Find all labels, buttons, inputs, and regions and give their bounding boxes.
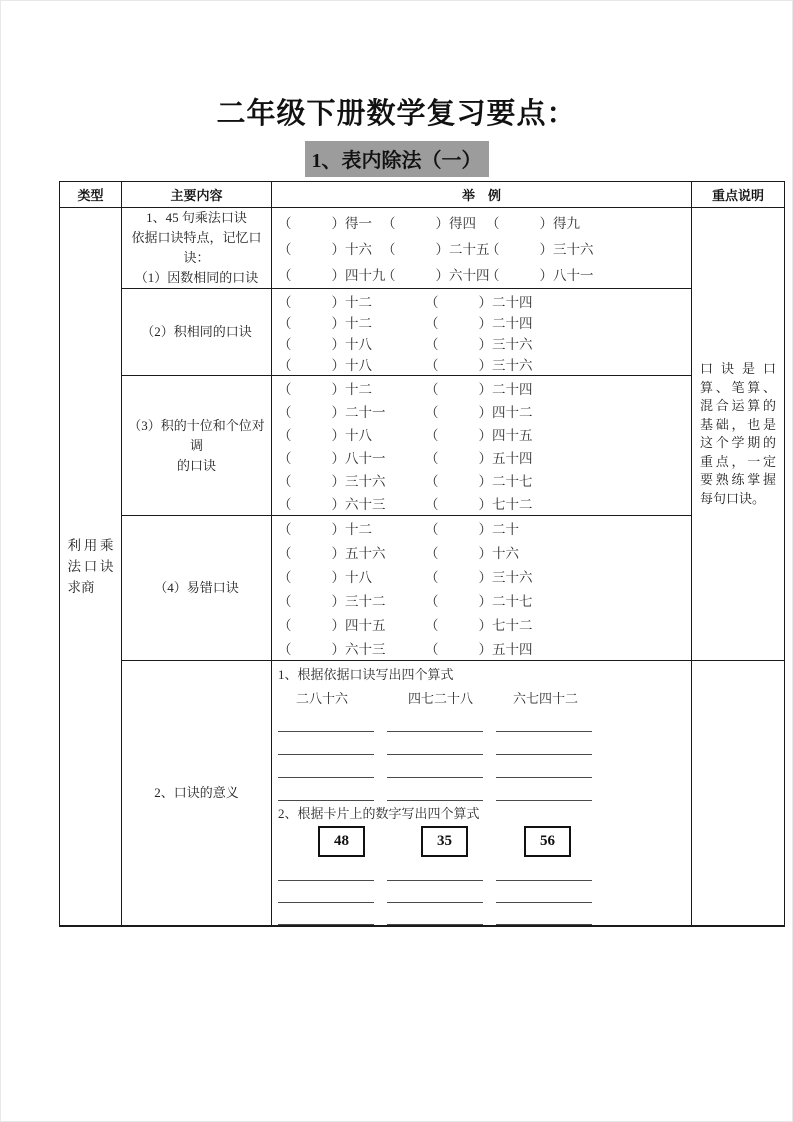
answer-blank-line (387, 880, 483, 881)
example-line (278, 636, 691, 660)
example-blank-item: （ ）三十六 (425, 357, 533, 373)
answer-blank-line (496, 754, 592, 755)
content-line: 依据口诀特点，记忆口诀： (131, 230, 262, 265)
content-cell-row3 (122, 376, 272, 516)
example-blank-item: （ ）八十一 (486, 268, 594, 283)
example-line (278, 332, 691, 353)
example-line (278, 209, 691, 235)
answer-blank-row (278, 881, 691, 903)
example-blank-item: （ ）十六 (425, 546, 519, 561)
examples-cell-row3 (272, 376, 692, 516)
table-row (60, 661, 785, 927)
answer-blank-line (387, 754, 483, 755)
example-line (278, 588, 691, 612)
example-blank-item: （ ）十二 (278, 315, 372, 331)
content-cell-row2 (122, 289, 272, 376)
example-blank-item: （ ）五十四 (425, 451, 533, 466)
exercise2-title: 2、根据卡片上的数字写出四个算式 (278, 806, 480, 821)
example-blank-item: （ ）四十二 (425, 405, 533, 420)
example-blank-item: （ ）二十一 (278, 405, 386, 420)
example-blank-item: （ ）六十三 (278, 642, 386, 657)
content-line: （3）积的十位和个位对调 (128, 417, 265, 453)
table-row (60, 516, 785, 661)
answer-blank-line (387, 731, 483, 732)
content-line: 1、45 句乘法口诀 (146, 210, 247, 225)
review-table (59, 181, 785, 927)
example-blank-item: （ ）四十五 (425, 428, 533, 443)
example-line (278, 261, 691, 287)
example-blank-item: （ ）四十五 (278, 618, 386, 633)
header-key-note: 重点说明 (692, 182, 785, 208)
answer-blank-row (278, 732, 691, 755)
example-line (278, 469, 691, 492)
answer-blank-row (278, 755, 691, 778)
example-blank-item: （ ）七十二 (425, 497, 533, 512)
example-blank-item: （ ）八十一 (278, 451, 386, 466)
example-blank-item: （ ）二十五 (382, 242, 490, 257)
example-blank-item: （ ）二十四 (425, 382, 533, 397)
number-card: 35 (421, 826, 468, 857)
number-cards (278, 826, 691, 857)
example-blank-item: （ ）得九 (486, 216, 580, 231)
example-line (278, 311, 691, 332)
type-label: 利用乘 法口诀 求商 (67, 538, 114, 595)
example-blank-item: （ ）三十六 (425, 336, 533, 352)
answer-blank-line (387, 800, 483, 801)
example-blank-item: （ ）三十六 (486, 242, 594, 257)
content-line: 的口诀 (176, 457, 216, 473)
example-blank-item: （ ）六十四 (382, 268, 490, 283)
example-blank-item: （ ）五十四 (425, 642, 533, 657)
example-blank-item: （ ）十二 (278, 382, 372, 397)
example-line (278, 492, 691, 515)
answer-blank-line (496, 777, 592, 778)
content-cell-row4 (122, 516, 272, 661)
answer-blank-line (278, 902, 374, 903)
example-blank-item: （ ）三十六 (278, 474, 386, 489)
example-blank-item: （ ）三十二 (278, 594, 386, 609)
kouju-item: 二八十六 (296, 691, 349, 706)
content-line: （2）积相同的口诀 (141, 324, 252, 339)
examples-cell-row2 (272, 289, 692, 376)
example-line (278, 290, 691, 311)
example-line (278, 564, 691, 588)
exercise1-answer-blanks (278, 709, 691, 801)
example-blank-item: （ ）二十七 (425, 594, 533, 609)
header-main-content: 主要内容 (122, 182, 272, 208)
content-cell-row1 (122, 208, 272, 289)
example-blank-item: （ ）六十三 (278, 497, 386, 512)
header-type: 类型 (60, 182, 122, 208)
example-blank-item: （ ）二十七 (425, 474, 533, 489)
section-heading: 1、表内除法（一） (305, 141, 489, 177)
answer-blank-line (496, 800, 592, 801)
content-cell-row5: 2、口诀的意义 (122, 661, 272, 927)
example-line (278, 400, 691, 423)
answer-blank-row (278, 903, 691, 925)
answer-blank-line (496, 924, 592, 925)
example-blank-item: （ ）三十六 (425, 570, 533, 585)
type-cell (60, 208, 122, 927)
example-line (278, 446, 691, 469)
example-line (278, 612, 691, 636)
example-blank-item: （ ）二十四 (425, 315, 533, 331)
example-blank-item: （ ）得四 (382, 216, 476, 231)
section-heading-row (1, 141, 792, 175)
exercise1-title: 1、根据依据口诀写出四个算式 (278, 667, 454, 682)
example-blank-item: （ ）十八 (278, 570, 372, 585)
exercises-cell (272, 661, 692, 927)
answer-blank-line (278, 880, 374, 881)
table-row (60, 376, 785, 516)
key-note-cell: 口诀是口算、笔算、混合运算的基础，也是这个学期的重点，一定要熟练掌握每句口诀。 (692, 208, 785, 661)
exercise1-items (278, 691, 691, 707)
answer-blank-line (387, 924, 483, 925)
number-card: 48 (318, 826, 365, 857)
example-line (278, 540, 691, 564)
table-row (60, 208, 785, 289)
header-examples: 举 例 (272, 182, 692, 208)
example-blank-item: （ ）五十六 (278, 546, 386, 561)
example-blank-item: （ ）十六 (278, 242, 372, 257)
answer-blank-line (387, 902, 483, 903)
example-line (278, 235, 691, 261)
table-header-row (60, 182, 785, 208)
example-blank-item: （ ）十八 (278, 428, 372, 443)
example-blank-item: （ ）十二 (278, 294, 372, 310)
answer-blank-row (278, 709, 691, 732)
kouju-item: 四七二十八 (408, 691, 474, 706)
answer-blank-line (496, 902, 592, 903)
answer-blank-line (496, 880, 592, 881)
document-title: 二年级下册数学复习要点： (216, 98, 577, 130)
example-line (278, 423, 691, 446)
example-blank-item: （ ）二十 (425, 522, 519, 537)
answer-blank-row (278, 778, 691, 801)
kouju-item: 六七四十二 (513, 691, 579, 706)
example-line (278, 516, 691, 540)
example-blank-item: （ ）七十二 (425, 618, 533, 633)
answer-blank-line (387, 777, 483, 778)
answer-blank-line (278, 731, 374, 732)
example-line (278, 377, 691, 400)
table-row (60, 289, 785, 376)
example-blank-item: （ ）十八 (278, 336, 372, 352)
example-blank-item: （ ）二十四 (425, 294, 533, 310)
answer-blank-line (278, 924, 374, 925)
example-blank-item: （ ）四十九 (278, 268, 386, 283)
answer-blank-line (278, 800, 374, 801)
example-blank-item: （ ）十二 (278, 522, 372, 537)
exercise2-answer-blanks (278, 859, 691, 925)
content-line: （4）易错口诀 (154, 580, 239, 595)
key-note-empty-cell (692, 661, 785, 927)
answer-blank-line (278, 754, 374, 755)
examples-cell-row4 (272, 516, 692, 661)
example-blank-item: （ ）得一 (278, 216, 372, 231)
examples-cell-row1 (272, 208, 692, 289)
example-line (278, 353, 691, 374)
number-card: 56 (524, 826, 571, 857)
answer-blank-line (496, 731, 592, 732)
content-line: （1）因数相同的口诀 (134, 270, 259, 285)
answer-blank-line (278, 777, 374, 778)
answer-blank-row (278, 859, 691, 881)
example-blank-item: （ ）十八 (278, 357, 372, 373)
